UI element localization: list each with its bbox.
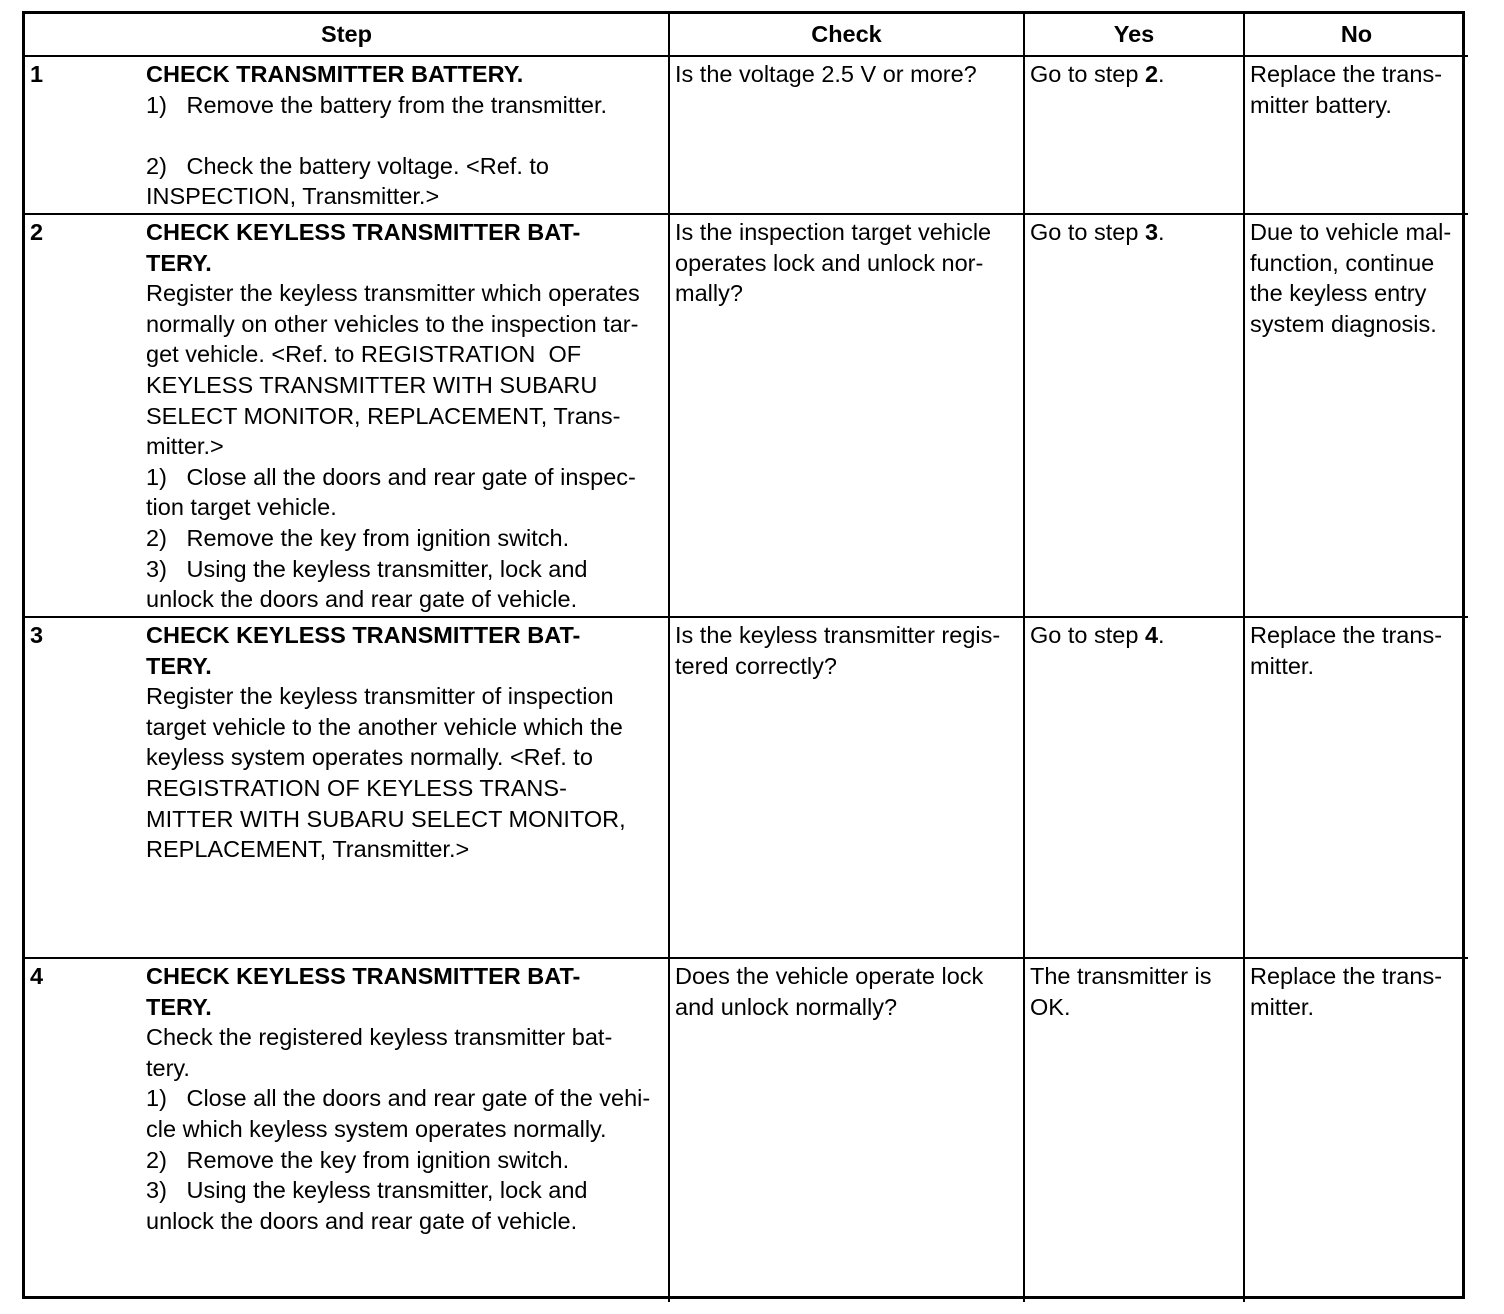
yes-text-line: The transmitter is bbox=[1030, 963, 1212, 989]
yes-prefix: Go to step bbox=[1030, 219, 1145, 245]
step-text-line: normally on other vehicles to the inspection tar- bbox=[146, 310, 639, 337]
yes-prefix: Go to step bbox=[1030, 61, 1145, 87]
step-title-line: TERY. bbox=[146, 249, 212, 276]
step-number: 1 bbox=[30, 61, 44, 87]
no-text-line: the keyless entry bbox=[1250, 280, 1427, 307]
check-text-line: Does the vehicle operate lock bbox=[675, 963, 984, 989]
check-text-line: and unlock normally? bbox=[675, 993, 898, 1020]
step-text-line: REPLACEMENT, Transmitter.> bbox=[146, 836, 470, 863]
check-text-line: operates lock and unlock nor- bbox=[675, 249, 984, 276]
step-cell bbox=[25, 57, 670, 215]
step-title-line: CHECK KEYLESS TRANSMITTER BAT- bbox=[146, 622, 581, 648]
diagnostic-table bbox=[22, 11, 1465, 1299]
no-text-line: mitter. bbox=[1250, 993, 1314, 1020]
step-blank-line bbox=[146, 120, 664, 151]
step-cell bbox=[25, 618, 670, 959]
step-title-line: TERY. bbox=[146, 652, 212, 679]
no-cell bbox=[1245, 215, 1468, 618]
no-text-line: Replace the trans- bbox=[1250, 622, 1443, 648]
yes-cell bbox=[1025, 57, 1245, 215]
no-text-line: Replace the trans- bbox=[1250, 963, 1443, 989]
step-text-line: get vehicle. <Ref. to REGISTRATION OF bbox=[146, 341, 582, 368]
check-text-line: Is the inspection target vehicle bbox=[675, 219, 992, 245]
no-cell bbox=[1245, 57, 1468, 215]
header-yes: Yes bbox=[1025, 14, 1245, 57]
step-number: 4 bbox=[30, 963, 44, 989]
step-text-line: 2) Check the battery voltage. <Ref. to bbox=[146, 152, 549, 179]
check-text-line: Is the voltage 2.5 V or more? bbox=[675, 61, 977, 87]
header-step: Step bbox=[25, 14, 670, 57]
step-body bbox=[146, 217, 664, 615]
step-text-line: mitter.> bbox=[146, 433, 224, 460]
step-cell bbox=[25, 959, 670, 1302]
no-text-line: function, continue bbox=[1250, 249, 1435, 276]
yes-step-number: 4 bbox=[1144, 622, 1159, 648]
step-number: 2 bbox=[30, 219, 44, 245]
header-check: Check bbox=[670, 14, 1025, 57]
step-text-line: tery. bbox=[146, 1054, 190, 1081]
no-cell bbox=[1245, 618, 1468, 959]
yes-text-line bbox=[1030, 59, 1239, 90]
check-cell bbox=[670, 959, 1025, 1302]
header-no: No bbox=[1245, 14, 1468, 57]
check-cell bbox=[670, 618, 1025, 959]
step-text-line: 1) Close all the doors and rear gate of inspec- bbox=[146, 463, 636, 490]
no-text-line: Due to vehicle mal- bbox=[1250, 219, 1452, 245]
yes-step-number: 3 bbox=[1144, 219, 1159, 245]
step-text-line: SELECT MONITOR, REPLACEMENT, Trans- bbox=[146, 402, 621, 429]
yes-text-line: OK. bbox=[1030, 993, 1071, 1020]
step-text-line: MITTER WITH SUBARU SELECT MONITOR, bbox=[146, 805, 626, 832]
step-text-line: 2) Remove the key from ignition switch. bbox=[146, 524, 570, 551]
step-text-line: Register the keyless transmitter which operates bbox=[146, 280, 640, 307]
no-text-line: mitter battery. bbox=[1250, 91, 1392, 118]
step-text-line: tion target vehicle. bbox=[146, 494, 337, 521]
step-number: 3 bbox=[30, 622, 44, 648]
step-text-line: unlock the doors and rear gate of vehicle. bbox=[146, 586, 578, 613]
no-text-line: system diagnosis. bbox=[1250, 310, 1437, 337]
step-text-line: 3) Using the keyless transmitter, lock and bbox=[146, 555, 588, 582]
yes-step-number: 2 bbox=[1144, 61, 1159, 87]
step-text-line: KEYLESS TRANSMITTER WITH SUBARU bbox=[146, 371, 598, 398]
step-text-line: INSPECTION, Transmitter.> bbox=[146, 183, 440, 210]
check-cell bbox=[670, 215, 1025, 618]
yes-prefix: Go to step bbox=[1030, 622, 1145, 648]
yes-text-line bbox=[1030, 620, 1239, 651]
check-text-line: Is the keyless transmitter regis- bbox=[675, 622, 1001, 648]
step-text-line: Check the registered keyless transmitter bat- bbox=[146, 1024, 613, 1051]
step-text-line: Register the keyless transmitter of inspection bbox=[146, 683, 614, 710]
no-text-line: Replace the trans- bbox=[1250, 61, 1443, 87]
step-text-line: cle which keyless system operates normally. bbox=[146, 1115, 607, 1142]
no-cell bbox=[1245, 959, 1468, 1302]
step-text-line: 1) Remove the battery from the transmitter. bbox=[146, 91, 608, 118]
check-cell bbox=[670, 57, 1025, 215]
yes-suffix: . bbox=[1158, 622, 1165, 648]
yes-suffix: . bbox=[1158, 219, 1165, 245]
yes-cell bbox=[1025, 959, 1245, 1302]
step-title-line: CHECK TRANSMITTER BATTERY. bbox=[146, 61, 524, 87]
step-text-line: 3) Using the keyless transmitter, lock and bbox=[146, 1177, 588, 1204]
check-text-line: mally? bbox=[675, 280, 743, 307]
yes-cell bbox=[1025, 618, 1245, 959]
step-cell bbox=[25, 215, 670, 618]
yes-suffix: . bbox=[1158, 61, 1165, 87]
step-text-line: 2) Remove the key from ignition switch. bbox=[146, 1146, 570, 1173]
step-text-line: REGISTRATION OF KEYLESS TRANS- bbox=[146, 774, 567, 801]
no-text-line: mitter. bbox=[1250, 652, 1314, 679]
step-title-line: CHECK KEYLESS TRANSMITTER BAT- bbox=[146, 219, 581, 245]
step-body bbox=[146, 620, 664, 865]
step-text-line: unlock the doors and rear gate of vehicle. bbox=[146, 1207, 578, 1234]
yes-cell bbox=[1025, 215, 1245, 618]
step-title-line: TERY. bbox=[146, 993, 212, 1020]
step-title-line: CHECK KEYLESS TRANSMITTER BAT- bbox=[146, 963, 581, 989]
check-text-line: tered correctly? bbox=[675, 652, 837, 679]
step-body bbox=[146, 961, 664, 1236]
step-body bbox=[146, 59, 664, 212]
step-text-line: target vehicle to the another vehicle which the bbox=[146, 713, 623, 740]
step-text-line: 1) Close all the doors and rear gate of the vehi- bbox=[146, 1085, 651, 1112]
step-text-line: keyless system operates normally. <Ref. to bbox=[146, 744, 593, 771]
yes-text-line bbox=[1030, 217, 1239, 248]
